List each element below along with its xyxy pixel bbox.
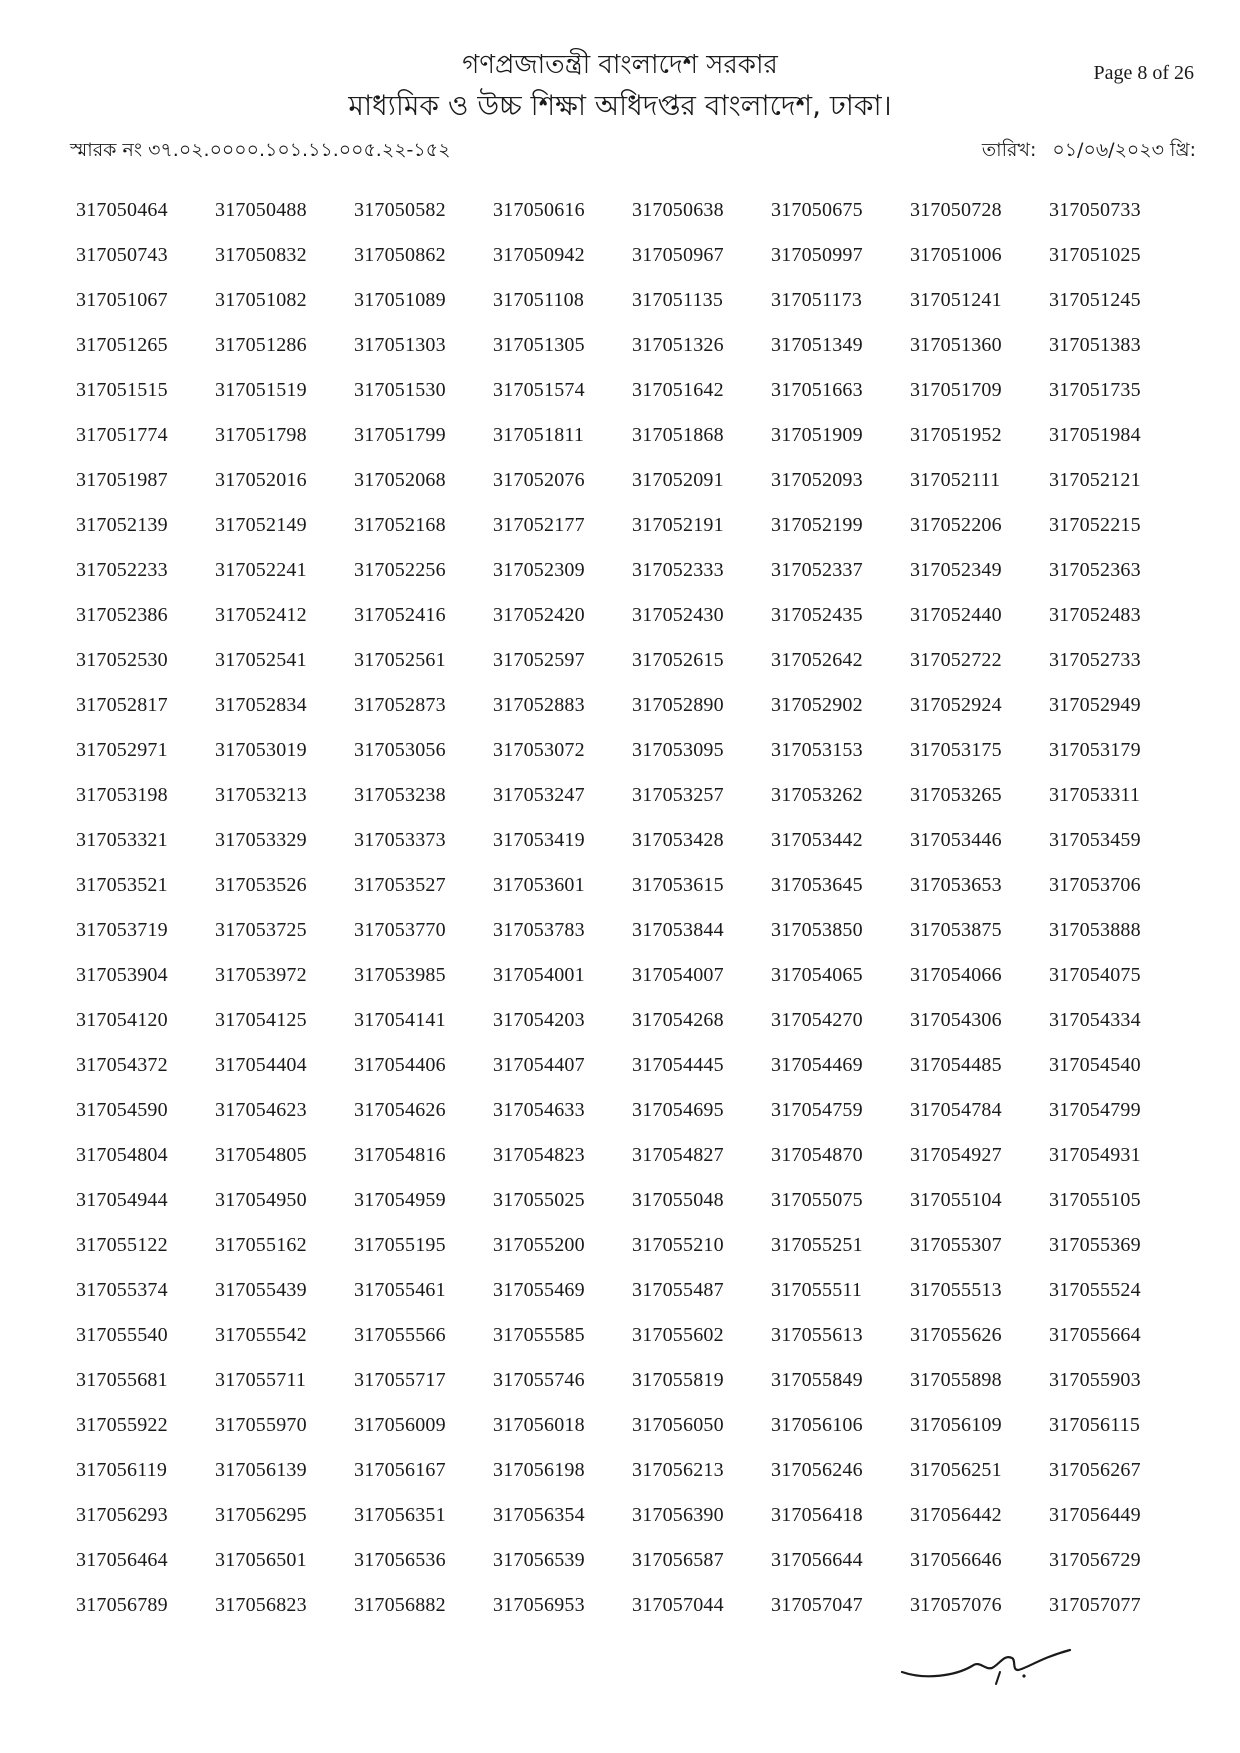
roll-number-cell: 317053095 <box>632 739 724 761</box>
roll-number-cell: 317053262 <box>771 784 863 806</box>
roll-number-cell: 317056789 <box>76 1594 168 1616</box>
roll-number-cell: 317055613 <box>771 1324 863 1346</box>
roll-number-cell: 317054469 <box>771 1054 863 1076</box>
roll-number-cell: 317055664 <box>1049 1324 1141 1346</box>
roll-number-cell: 317051868 <box>632 424 724 446</box>
roll-number-cell: 317056587 <box>632 1549 724 1571</box>
roll-number-cell: 317056267 <box>1049 1459 1141 1481</box>
roll-number-cell: 317055048 <box>632 1189 724 1211</box>
roll-number-cell: 317051089 <box>354 289 446 311</box>
roll-number-cell: 317055162 <box>215 1234 307 1256</box>
roll-number-cell: 317052121 <box>1049 469 1141 491</box>
roll-number-cell: 317053373 <box>354 829 446 851</box>
roll-number-cell: 317052615 <box>632 649 724 671</box>
roll-number-cell: 317051006 <box>910 244 1002 266</box>
roll-number-cell: 317052541 <box>215 649 307 671</box>
roll-number-cell: 317056167 <box>354 1459 446 1481</box>
roll-number-cell: 317055122 <box>76 1234 168 1256</box>
roll-number-cell: 317050743 <box>76 244 168 266</box>
roll-number-cell: 317053972 <box>215 964 307 986</box>
roll-number-cell: 317052149 <box>215 514 307 536</box>
roll-number-cell: 317052337 <box>771 559 863 581</box>
roll-number-cell: 317055903 <box>1049 1369 1141 1391</box>
roll-number-cell: 317056418 <box>771 1504 863 1526</box>
roll-number-cell: 317053706 <box>1049 874 1141 896</box>
roll-number-cell: 317054540 <box>1049 1054 1141 1076</box>
roll-number-cell: 317054804 <box>76 1144 168 1166</box>
roll-number-cell: 317052890 <box>632 694 724 716</box>
roll-number-cell: 317052199 <box>771 514 863 536</box>
roll-number-cell: 317052191 <box>632 514 724 536</box>
roll-number-cell: 317051515 <box>76 379 168 401</box>
roll-number-cell: 317052016 <box>215 469 307 491</box>
roll-number-cell: 317053601 <box>493 874 585 896</box>
roll-number-cell: 317054623 <box>215 1099 307 1121</box>
roll-number-cell: 317055922 <box>76 1414 168 1436</box>
roll-number-cell: 317056953 <box>493 1594 585 1616</box>
roll-number-cell: 317054485 <box>910 1054 1002 1076</box>
roll-number-cell: 317051265 <box>76 334 168 356</box>
roll-number-cell: 317053446 <box>910 829 1002 851</box>
roll-number-cell: 317050488 <box>215 199 307 221</box>
roll-number-cell: 317052111 <box>910 469 1001 491</box>
roll-number-cell: 317055898 <box>910 1369 1002 1391</box>
roll-number-cell: 317056009 <box>354 1414 446 1436</box>
roll-number-cell: 317056293 <box>76 1504 168 1526</box>
roll-number-cell: 317054268 <box>632 1009 724 1031</box>
roll-number-cell: 317056106 <box>771 1414 863 1436</box>
roll-number-cell: 317051774 <box>76 424 168 446</box>
roll-number-cell: 317055524 <box>1049 1279 1141 1301</box>
roll-number-cell: 317054931 <box>1049 1144 1141 1166</box>
roll-number-cell: 317055585 <box>493 1324 585 1346</box>
roll-number-cell: 317055540 <box>76 1324 168 1346</box>
roll-number-cell: 317054141 <box>354 1009 446 1031</box>
roll-number-cell: 317052076 <box>493 469 585 491</box>
roll-number-cell: 317054372 <box>76 1054 168 1076</box>
roll-number-cell: 317052168 <box>354 514 446 536</box>
roll-number-cell: 317053238 <box>354 784 446 806</box>
roll-number-cell: 317053527 <box>354 874 446 896</box>
roll-number-cell: 317052435 <box>771 604 863 626</box>
roll-number-cell: 317052333 <box>632 559 724 581</box>
roll-number-cell: 317055461 <box>354 1279 446 1301</box>
roll-number-cell: 317052177 <box>493 514 585 536</box>
roll-number-cell: 317052349 <box>910 559 1002 581</box>
roll-number-cell: 317055513 <box>910 1279 1002 1301</box>
roll-number-cell: 317054270 <box>771 1009 863 1031</box>
date-value: ০১/০৬/২০২৩ খ্রি: <box>1052 139 1196 161</box>
roll-number-cell: 317051305 <box>493 334 585 356</box>
roll-number-cell: 317054827 <box>632 1144 724 1166</box>
roll-number-cell: 317056295 <box>215 1504 307 1526</box>
roll-number-table <box>76 197 1212 1637</box>
roll-number-cell: 317050862 <box>354 244 446 266</box>
roll-number-cell: 317052530 <box>76 649 168 671</box>
roll-number-cell: 317056536 <box>354 1549 446 1571</box>
roll-number-cell: 317051286 <box>215 334 307 356</box>
roll-number-cell: 317051798 <box>215 424 307 446</box>
roll-number-cell: 317052483 <box>1049 604 1141 626</box>
roll-number-cell: 317054927 <box>910 1144 1002 1166</box>
roll-number-cell: 317053419 <box>493 829 585 851</box>
roll-number-cell: 317051519 <box>215 379 307 401</box>
roll-number-cell: 317052091 <box>632 469 724 491</box>
roll-number-cell: 317053213 <box>215 784 307 806</box>
roll-number-cell: 317052902 <box>771 694 863 716</box>
roll-number-cell: 317054950 <box>215 1189 307 1211</box>
roll-number-cell: 317053321 <box>76 829 168 851</box>
roll-number-cell: 317053179 <box>1049 739 1141 761</box>
roll-number-cell: 317051663 <box>771 379 863 401</box>
roll-number-cell: 317056539 <box>493 1549 585 1571</box>
roll-number-cell: 317050967 <box>632 244 724 266</box>
roll-number-cell: 317051984 <box>1049 424 1141 446</box>
page-number: Page 8 of 26 <box>1093 62 1194 84</box>
roll-number-cell: 317055511 <box>771 1279 863 1301</box>
roll-number-cell: 317051303 <box>354 334 446 356</box>
directorate-title: মাধ্যমিক ও উচ্চ শিক্ষা অধিদপ্তর বাংলাদেশ, ঢাকা। <box>348 89 892 122</box>
roll-number-cell: 317053198 <box>76 784 168 806</box>
roll-number-cell: 317050675 <box>771 199 863 221</box>
roll-number-cell: 317052440 <box>910 604 1002 626</box>
roll-number-cell: 317054125 <box>215 1009 307 1031</box>
roll-number-cell: 317053153 <box>771 739 863 761</box>
roll-number-cell: 317055711 <box>215 1369 307 1391</box>
roll-number-cell: 317056050 <box>632 1414 724 1436</box>
roll-number-cell: 317055210 <box>632 1234 724 1256</box>
roll-number-cell: 317052733 <box>1049 649 1141 671</box>
roll-number-cell: 317055681 <box>76 1369 168 1391</box>
roll-number-cell: 317050464 <box>76 199 168 221</box>
roll-number-cell: 317052834 <box>215 694 307 716</box>
roll-number-cell: 317051799 <box>354 424 446 446</box>
roll-number-cell: 317052412 <box>215 604 307 626</box>
roll-number-cell: 317056354 <box>493 1504 585 1526</box>
roll-number-cell: 317053056 <box>354 739 446 761</box>
roll-number-cell: 317052093 <box>771 469 863 491</box>
roll-number-cell: 317051245 <box>1049 289 1141 311</box>
roll-number-cell: 317056464 <box>76 1549 168 1571</box>
roll-number-cell: 317053526 <box>215 874 307 896</box>
roll-number-cell: 317056018 <box>493 1414 585 1436</box>
roll-number-cell: 317054805 <box>215 1144 307 1166</box>
roll-number-cell: 317053329 <box>215 829 307 851</box>
roll-number-cell: 317052597 <box>493 649 585 671</box>
roll-number-cell: 317056246 <box>771 1459 863 1481</box>
roll-number-cell: 317051241 <box>910 289 1002 311</box>
roll-number-cell: 317057044 <box>632 1594 724 1616</box>
roll-number-cell: 317051349 <box>771 334 863 356</box>
roll-number-cell: 317052139 <box>76 514 168 536</box>
roll-number-cell: 317057047 <box>771 1594 863 1616</box>
document-header <box>0 48 1240 126</box>
roll-number-cell: 317051987 <box>76 469 168 491</box>
roll-number-cell: 317052256 <box>354 559 446 581</box>
roll-number-cell: 317055369 <box>1049 1234 1141 1256</box>
roll-number-cell: 317053770 <box>354 919 446 941</box>
roll-number-cell: 317056729 <box>1049 1549 1141 1571</box>
roll-number-cell: 317053459 <box>1049 829 1141 851</box>
roll-number-cell: 317054407 <box>493 1054 585 1076</box>
date-block <box>982 136 1196 168</box>
roll-number-cell: 317050728 <box>910 199 1002 221</box>
roll-number-cell: 317053175 <box>910 739 1002 761</box>
roll-number-cell: 317051025 <box>1049 244 1141 266</box>
roll-number-cell: 317054445 <box>632 1054 724 1076</box>
roll-number-cell: 317053888 <box>1049 919 1141 941</box>
roll-number-cell: 317053265 <box>910 784 1002 806</box>
roll-number-cell: 317052386 <box>76 604 168 626</box>
roll-number-cell: 317055819 <box>632 1369 724 1391</box>
roll-number-cell: 317056501 <box>215 1549 307 1571</box>
roll-number-cell: 317053072 <box>493 739 585 761</box>
government-title: গণপ্রজাতন্ত্রী বাংলাদেশ সরকার <box>462 50 778 80</box>
roll-number-cell: 317052233 <box>76 559 168 581</box>
roll-number-cell: 317052924 <box>910 694 1002 716</box>
roll-number-cell: 317055717 <box>354 1369 446 1391</box>
roll-number-cell: 317054944 <box>76 1189 168 1211</box>
roll-number-cell: 317054959 <box>354 1189 446 1211</box>
roll-number-cell: 317051173 <box>771 289 863 311</box>
roll-number-cell: 317050582 <box>354 199 446 221</box>
roll-number-cell: 317052971 <box>76 739 168 761</box>
roll-number-cell: 317055075 <box>771 1189 863 1211</box>
roll-number-cell: 317056139 <box>215 1459 307 1481</box>
roll-number-cell: 317055307 <box>910 1234 1002 1256</box>
roll-number-cell: 317051082 <box>215 289 307 311</box>
roll-number-cell: 317055970 <box>215 1414 307 1436</box>
roll-number-cell: 317056442 <box>910 1504 1002 1526</box>
roll-number-cell: 317052309 <box>493 559 585 581</box>
roll-number-cell: 317054784 <box>910 1099 1002 1121</box>
roll-number-cell: 317056646 <box>910 1549 1002 1571</box>
date-label: তারিখ: <box>981 139 1037 161</box>
roll-number-cell: 317055566 <box>354 1324 446 1346</box>
roll-number-cell: 317055200 <box>493 1234 585 1256</box>
roll-number-cell: 317056251 <box>910 1459 1002 1481</box>
roll-number-cell: 317052363 <box>1049 559 1141 581</box>
roll-number-cell: 317054626 <box>354 1099 446 1121</box>
roll-number-cell: 317054870 <box>771 1144 863 1166</box>
roll-number-cell: 317056351 <box>354 1504 446 1526</box>
roll-number-cell: 317057076 <box>910 1594 1002 1616</box>
roll-number-cell: 317053783 <box>493 919 585 941</box>
roll-number-cell: 317052561 <box>354 649 446 671</box>
roll-number-cell: 317054001 <box>493 964 585 986</box>
roll-number-cell: 317053875 <box>910 919 1002 941</box>
roll-number-cell: 317054066 <box>910 964 1002 986</box>
roll-number-cell: 317055602 <box>632 1324 724 1346</box>
roll-number-cell: 317053442 <box>771 829 863 851</box>
roll-number-cell: 317055542 <box>215 1324 307 1346</box>
roll-number-cell: 317054590 <box>76 1099 168 1121</box>
roll-number-cell: 317055251 <box>771 1234 863 1256</box>
roll-number-cell: 317050733 <box>1049 199 1141 221</box>
roll-number-cell: 317053645 <box>771 874 863 896</box>
roll-number-cell: 317053428 <box>632 829 724 851</box>
roll-number-cell: 317052215 <box>1049 514 1141 536</box>
roll-number-cell: 317055626 <box>910 1324 1002 1346</box>
roll-number-cell: 317055469 <box>493 1279 585 1301</box>
roll-number-cell: 317052430 <box>632 604 724 626</box>
roll-number-cell: 317055025 <box>493 1189 585 1211</box>
roll-number-cell: 317052068 <box>354 469 446 491</box>
roll-number-cell: 317054823 <box>493 1144 585 1166</box>
roll-number-cell: 317054334 <box>1049 1009 1141 1031</box>
roll-number-cell: 317051360 <box>910 334 1002 356</box>
roll-number-cell: 317054816 <box>354 1144 446 1166</box>
roll-number-cell: 317054065 <box>771 964 863 986</box>
roll-number-cell: 317052420 <box>493 604 585 626</box>
roll-number-cell: 317055439 <box>215 1279 307 1301</box>
roll-number-cell: 317056823 <box>215 1594 307 1616</box>
roll-number-cell: 317054404 <box>215 1054 307 1076</box>
roll-number-cell: 317052949 <box>1049 694 1141 716</box>
roll-number-cell: 317050997 <box>771 244 863 266</box>
roll-number-cell: 317050616 <box>493 199 585 221</box>
roll-number-cell: 317053311 <box>1049 784 1141 806</box>
roll-number-cell: 317056213 <box>632 1459 724 1481</box>
roll-number-cell: 317056109 <box>910 1414 1002 1436</box>
roll-number-cell: 317056882 <box>354 1594 446 1616</box>
roll-number-cell: 317054306 <box>910 1009 1002 1031</box>
roll-number-cell: 317052241 <box>215 559 307 581</box>
roll-number-cell: 317051735 <box>1049 379 1141 401</box>
roll-number-cell: 317056644 <box>771 1549 863 1571</box>
roll-number-cell: 317053019 <box>215 739 307 761</box>
roll-number-cell: 317055487 <box>632 1279 724 1301</box>
roll-number-cell: 317055195 <box>354 1234 446 1256</box>
roll-number-cell: 317051326 <box>632 334 724 356</box>
roll-number-cell: 317056390 <box>632 1504 724 1526</box>
roll-number-cell: 317051574 <box>493 379 585 401</box>
memo-row <box>70 136 1196 166</box>
roll-number-cell: 317052883 <box>493 694 585 716</box>
roll-number-cell: 317052873 <box>354 694 446 716</box>
roll-number-cell: 317054203 <box>493 1009 585 1031</box>
roll-number-cell: 317051709 <box>910 379 1002 401</box>
roll-number-cell: 317051383 <box>1049 334 1141 356</box>
roll-number-cell: 317054633 <box>493 1099 585 1121</box>
roll-number-cell: 317053615 <box>632 874 724 896</box>
roll-number-cell: 317056119 <box>76 1459 168 1481</box>
roll-number-cell: 317053521 <box>76 874 168 896</box>
roll-number-cell: 317054799 <box>1049 1099 1141 1121</box>
roll-number-cell: 317052817 <box>76 694 168 716</box>
roll-number-cell: 317053850 <box>771 919 863 941</box>
roll-number-cell: 317050942 <box>493 244 585 266</box>
roll-number-cell: 317054120 <box>76 1009 168 1031</box>
roll-number-cell: 317051952 <box>910 424 1002 446</box>
roll-number-cell: 317056449 <box>1049 1504 1141 1526</box>
roll-number-cell: 317053725 <box>215 919 307 941</box>
roll-number-cell: 317053844 <box>632 919 724 941</box>
roll-number-cell: 317051135 <box>632 289 724 311</box>
roll-number-cell: 317053719 <box>76 919 168 941</box>
roll-number-cell: 317051530 <box>354 379 446 401</box>
roll-number-cell: 317055105 <box>1049 1189 1141 1211</box>
roll-number-cell: 317053247 <box>493 784 585 806</box>
roll-number-cell: 317056115 <box>1049 1414 1141 1436</box>
roll-number-cell: 317052722 <box>910 649 1002 671</box>
roll-number-cell: 317054007 <box>632 964 724 986</box>
roll-number-cell: 317051811 <box>493 424 585 446</box>
roll-number-cell: 317054406 <box>354 1054 446 1076</box>
roll-number-cell: 317054695 <box>632 1099 724 1121</box>
roll-number-cell: 317056198 <box>493 1459 585 1481</box>
roll-number-cell: 317054075 <box>1049 964 1141 986</box>
roll-number-cell: 317057077 <box>1049 1594 1141 1616</box>
roll-number-cell: 317051108 <box>493 289 585 311</box>
roll-number-cell: 317055849 <box>771 1369 863 1391</box>
roll-number-cell: 317053904 <box>76 964 168 986</box>
roll-number-cell: 317055746 <box>493 1369 585 1391</box>
roll-number-cell: 317050638 <box>632 199 724 221</box>
roll-number-cell: 317052416 <box>354 604 446 626</box>
roll-number-cell: 317053653 <box>910 874 1002 896</box>
memo-number: স্মারক নং ৩৭.০২.০০০০.১০১.১১.০০৫.২২-১৫২ <box>70 139 451 161</box>
roll-number-cell: 317054759 <box>771 1099 863 1121</box>
roll-number-cell: 317051642 <box>632 379 724 401</box>
roll-number-cell: 317055374 <box>76 1279 168 1301</box>
roll-number-cell: 317050832 <box>215 244 307 266</box>
roll-number-cell: 317051067 <box>76 289 168 311</box>
roll-number-cell: 317052642 <box>771 649 863 671</box>
roll-number-cell: 317053257 <box>632 784 724 806</box>
roll-number-cell: 317052206 <box>910 514 1002 536</box>
roll-number-cell: 317051909 <box>771 424 863 446</box>
signature-mark <box>900 1640 1080 1700</box>
roll-number-cell: 317055104 <box>910 1189 1002 1211</box>
roll-number-cell: 317053985 <box>354 964 446 986</box>
